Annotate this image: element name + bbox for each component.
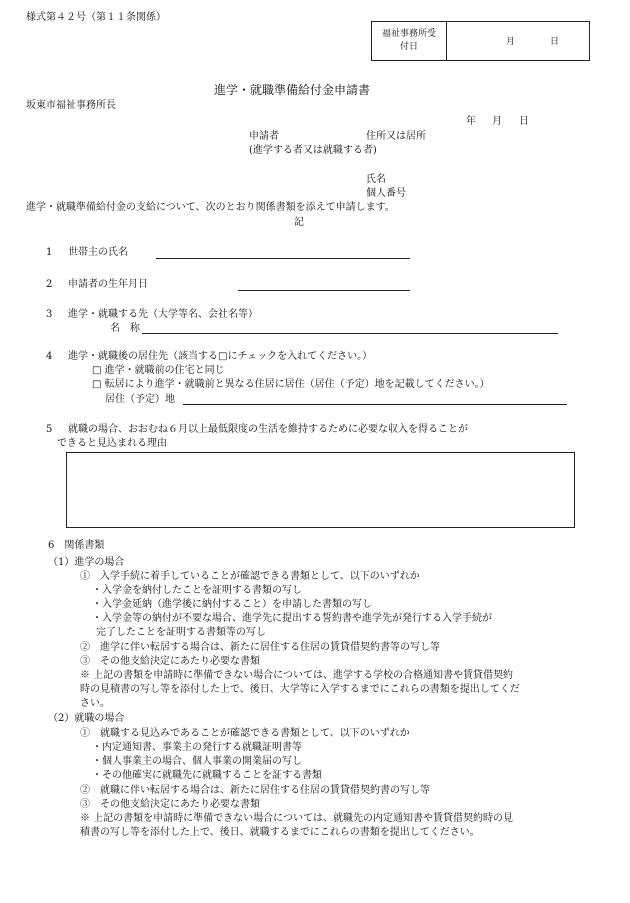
new-residence-checkbox[interactable]: □ 転居により進学・就職前と異なる住居に居住（居住（予定）地を記載してください。） <box>92 379 490 390</box>
item5-line1: 就職の場合、おおむね６月以上最低限度の生活を維持するために必要な収入を得ることが <box>68 424 468 435</box>
form-number: 様式第４２号（第１１条関係） <box>26 12 166 23</box>
docs-s2-a: ① 就職する見込みであることが確認できる書類として、以下のいずれか <box>80 728 410 739</box>
docs-s1-a2: ・入学金延納（進学後に納付すること）を申請した書類の写し <box>92 599 372 610</box>
documents-heading: 6 関係書類 <box>48 540 105 551</box>
date-month: 月 <box>492 116 502 127</box>
reception-label-line1: 福祉事務所受 <box>381 29 436 39</box>
item1-label: 世帯主の氏名 <box>68 247 128 258</box>
applicant-id-label: 個人番号 <box>366 188 406 199</box>
docs-s1-note2: 時の見積書の写し等を添付した上で、後日、大学等に入学するまでにこれらの書類を提出してくだ <box>80 684 520 695</box>
reception-label <box>372 22 447 60</box>
docs-s2-c: ③ その他支給決定にあたり必要な書類 <box>80 799 260 810</box>
applicant-address-label: 住所又は居所 <box>366 131 426 142</box>
docs-s1-label: （1）進学の場合 <box>48 557 125 568</box>
docs-s1-note3: さい。 <box>80 698 110 709</box>
birthdate-field[interactable] <box>238 290 410 291</box>
reception-stamp-box <box>371 21 590 61</box>
docs-s2-label: （2）就職の場合 <box>48 713 125 724</box>
reception-day: 日 <box>550 37 560 47</box>
docs-s1-a: ① 入学手続に着手していることが確認できる書類として、以下のいずれか <box>80 571 420 582</box>
docs-s2-a2: ・個人事業主の場合、個人事業の開業届の写し <box>92 756 302 767</box>
applicant-label: 申請者 <box>249 131 279 142</box>
reception-label-line2: 付日 <box>399 42 418 52</box>
item4-number: 4 <box>46 351 53 362</box>
docs-s1-c: ③ その他支給決定にあたり必要な書類 <box>80 656 260 667</box>
employment-reason-box[interactable] <box>66 452 575 528</box>
item4-label: 進学・就職後の居住先（該当する□にチェックを入れてください。） <box>68 351 373 362</box>
item1-number: 1 <box>46 247 53 258</box>
applicant-sub-label: (進学する者又は就職する者) <box>249 145 377 156</box>
docs-s2-note1: ※ 上記の書類を申請時に準備できない場合については、就職先の内定通知書や賃貸借契約時の見 <box>80 813 513 824</box>
form-title: 進学・就職準備給付金申請書 <box>214 83 371 97</box>
item2-number: 2 <box>46 279 53 290</box>
reception-month: 月 <box>506 37 516 47</box>
destination-name-field[interactable] <box>142 333 558 334</box>
docs-s1-a1: ・入学金を納付したことを証明する書類の写し <box>92 585 302 596</box>
docs-s1-note1: ※ 上記の書類を申請時に準備できない場合については、進学する学校の合格通知書や賃貸借契約 <box>80 670 513 681</box>
item3-label: 進学・就職する先（大学等名、会社名等） <box>68 309 258 320</box>
docs-s2-a1: ・内定通知書、事業主の発行する就職証明書等 <box>92 742 302 753</box>
ki-heading: 記 <box>294 217 304 228</box>
same-residence-checkbox[interactable]: □ 進学・就職前の住宅と同じ <box>92 365 225 376</box>
date-year: 年 <box>466 116 476 127</box>
docs-s1-a3: ・入学金等の納付が不要な場合、進学先に提出する誓約書や進学先が発行する入学手続が <box>92 613 492 624</box>
item3-number: 3 <box>46 309 53 320</box>
docs-s1-b: ② 進学に伴い転居する場合は、新たに居住する住居の賃貸借契約書等の写し等 <box>80 642 440 653</box>
docs-s2-b: ② 就職に伴い転居する場合は、新たに居住する住居の賃貸借契約書の写し等 <box>80 785 430 796</box>
reception-date-field[interactable] <box>447 22 589 60</box>
docs-s1-a3b: 完了したことを証明する書類等の写し <box>96 627 266 638</box>
item5-number: 5 <box>46 424 53 435</box>
addressee: 坂東市福祉事務所長 <box>26 100 116 111</box>
date-day: 日 <box>519 116 529 127</box>
docs-s2-note2: 積書の写し等を添付した上で、後日、就職するまでにこれらの書類を提出してください。 <box>80 827 480 838</box>
item5-line2: できると見込まれる理由 <box>57 438 167 449</box>
docs-s2-a3: ・その他確実に就職先に就職することを証する書類 <box>92 770 322 781</box>
item4-sub-label: 居住（予定）地 <box>105 394 175 405</box>
item3-sub-label: 名 称 <box>110 323 140 334</box>
item2-label: 申請者の生年月日 <box>68 279 148 290</box>
applicant-name-label: 氏名 <box>366 174 386 185</box>
residence-address-field[interactable] <box>183 404 567 405</box>
intro-text: 進学・就職準備給付金の支給について、次のとおり関係書類を添えて申請します。 <box>26 202 395 213</box>
household-head-name-field[interactable] <box>156 258 410 259</box>
